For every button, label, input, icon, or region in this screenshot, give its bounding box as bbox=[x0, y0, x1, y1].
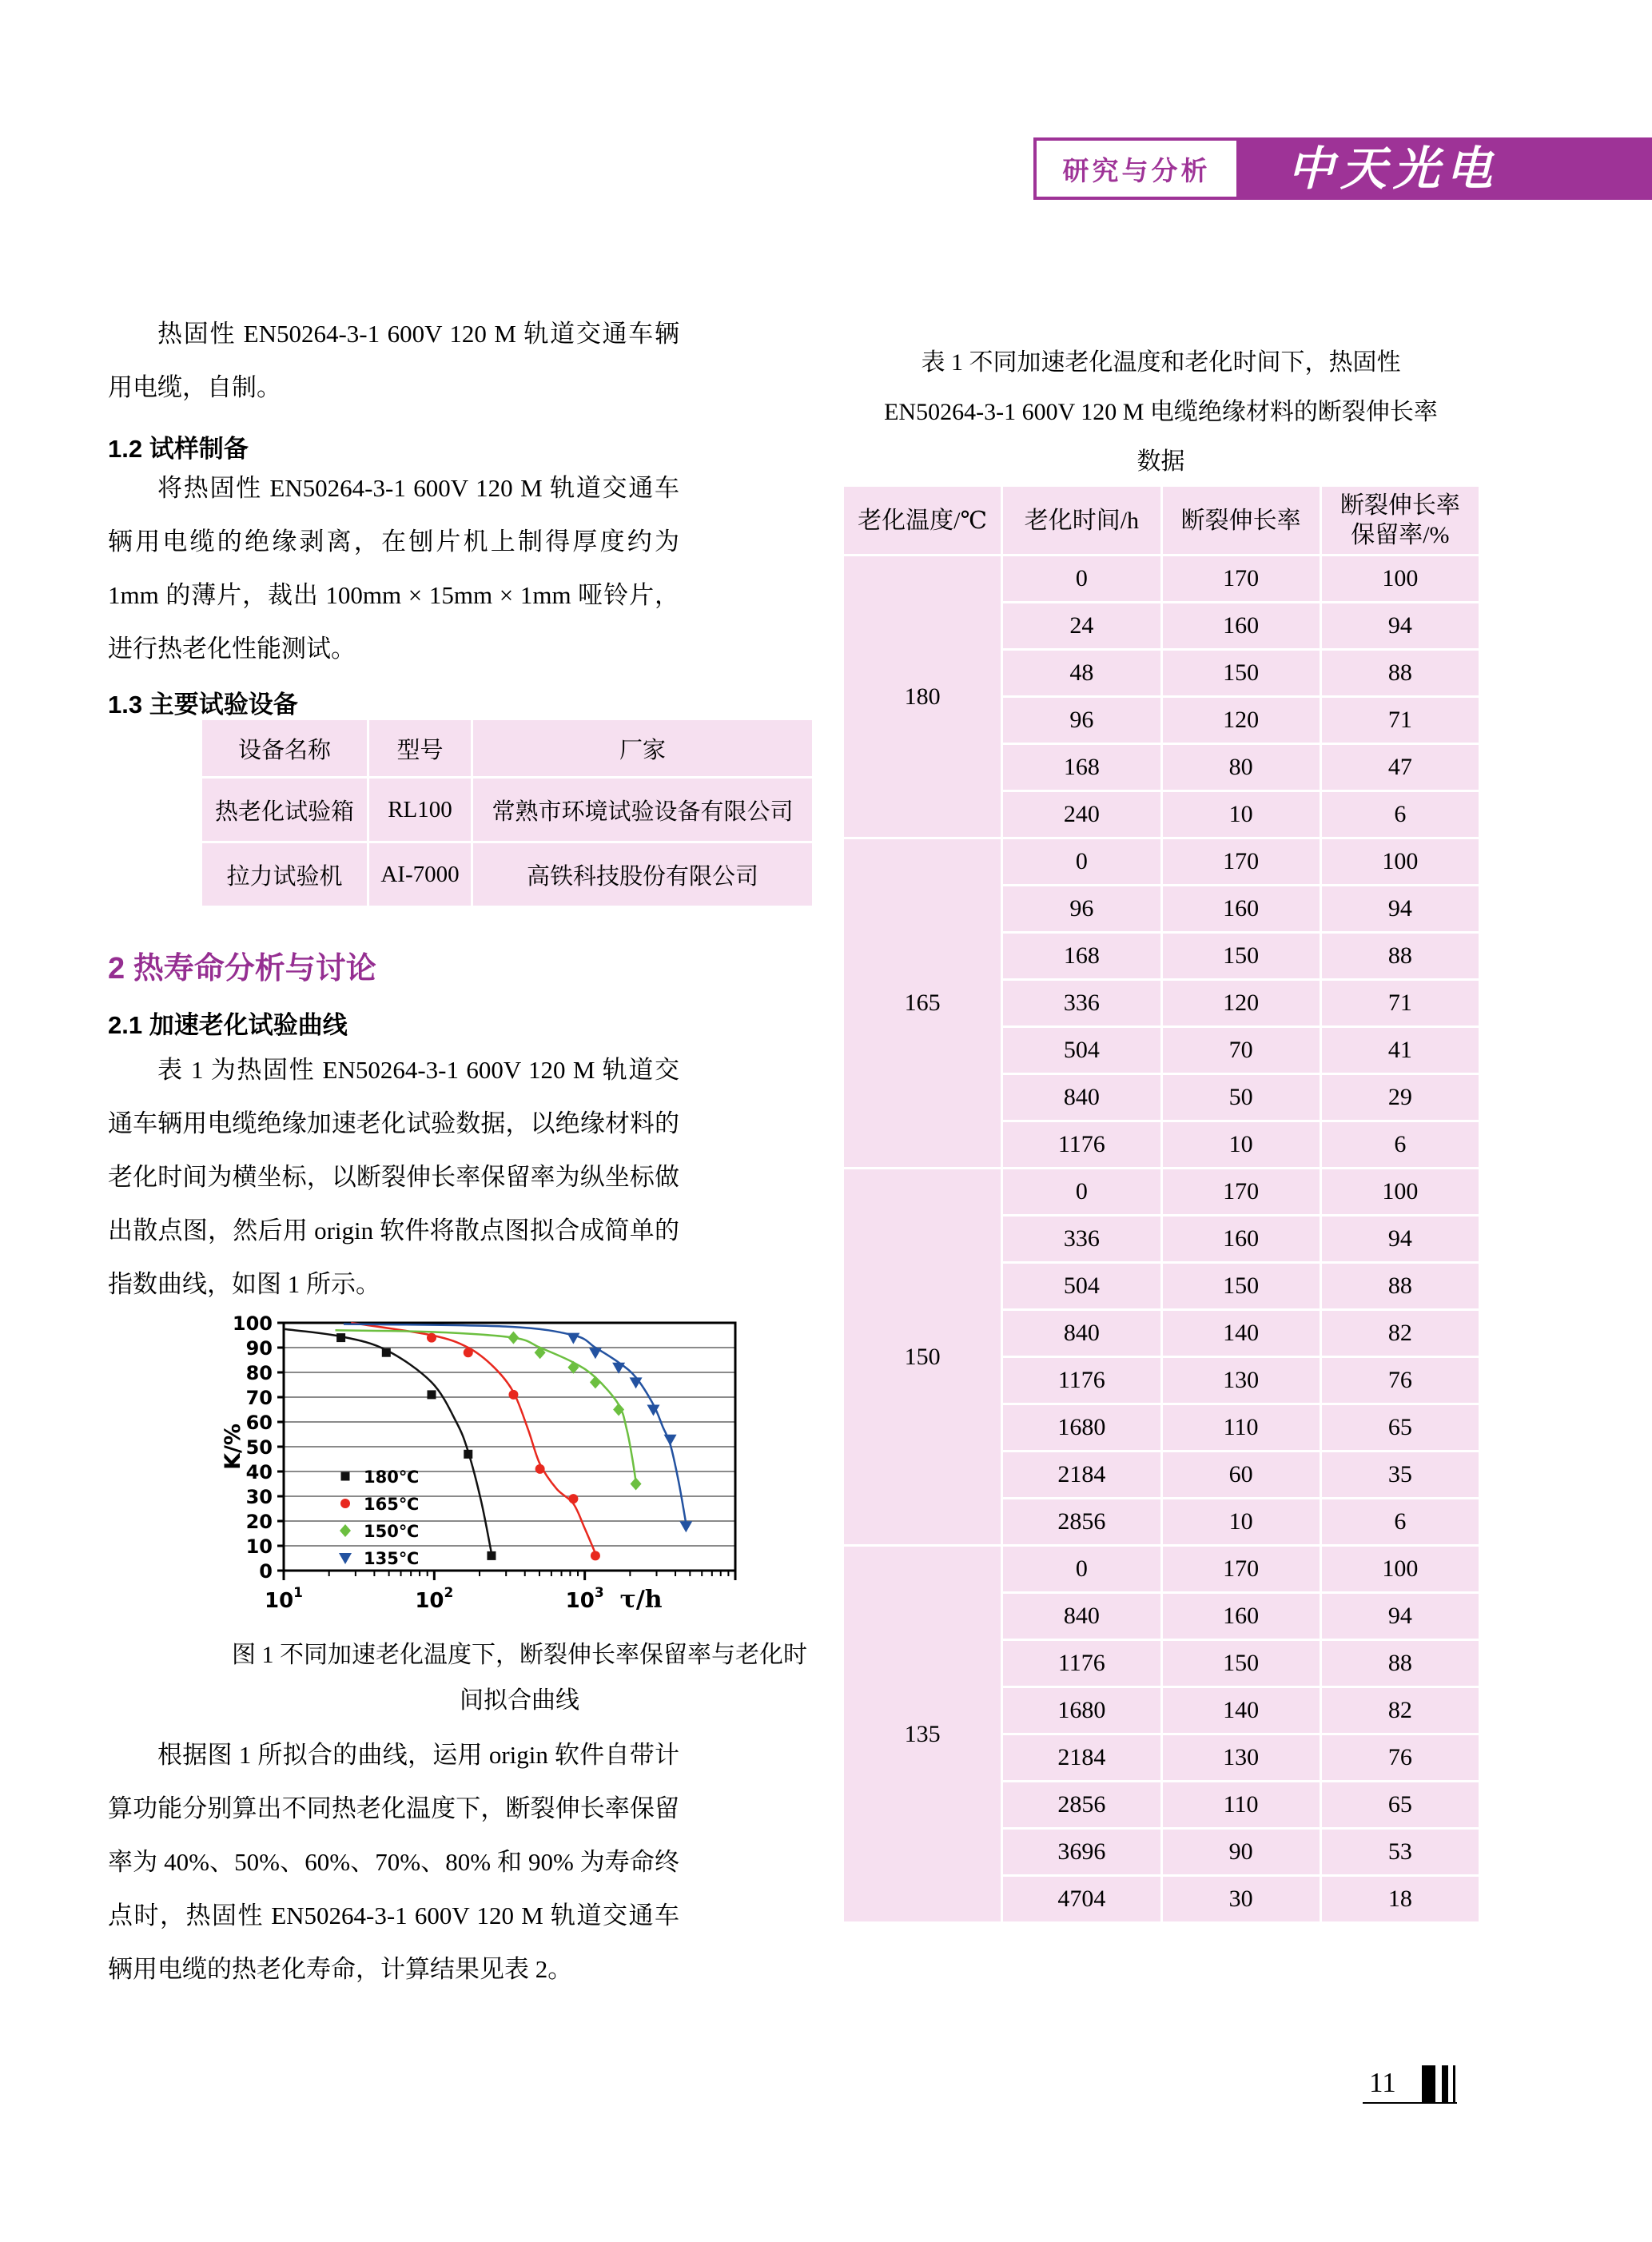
heading-2: 2 热寿命分析与讨论 bbox=[108, 952, 376, 986]
y-tick-label: 90 bbox=[245, 1337, 273, 1360]
table1-cell: 88 bbox=[1322, 1641, 1479, 1686]
marker-diamond bbox=[590, 1376, 601, 1388]
table1-cell: 100 bbox=[1322, 556, 1479, 601]
fit-curve bbox=[351, 1323, 595, 1553]
equipment-row bbox=[202, 779, 812, 841]
y-tick-label: 80 bbox=[245, 1362, 273, 1384]
table1-cell: 18 bbox=[1322, 1877, 1479, 1921]
table1 bbox=[842, 484, 1481, 1924]
table1-cell: 71 bbox=[1322, 698, 1479, 743]
table1-cell: 100 bbox=[1322, 839, 1479, 884]
x-tick-label: $10^2$ bbox=[415, 1585, 454, 1613]
table1-cell: 94 bbox=[1322, 603, 1479, 648]
paragraph-material: 热固性 EN50264-3-1 600V 120 M 轨道交通车辆用电缆，自制。 bbox=[108, 320, 679, 401]
table1-cell: 94 bbox=[1322, 886, 1479, 931]
table1-cell: 24 bbox=[1003, 603, 1160, 648]
table1-cell: 1680 bbox=[1003, 1405, 1160, 1450]
table1-cell: 35 bbox=[1322, 1452, 1479, 1497]
figure-1-chart bbox=[216, 1303, 759, 1627]
equipment-table bbox=[200, 718, 814, 908]
table1-cell: 2184 bbox=[1003, 1452, 1160, 1497]
fit-curve bbox=[335, 1330, 635, 1481]
table1-cell: 10 bbox=[1163, 1499, 1320, 1544]
x-tick-label: $10^1$ bbox=[264, 1585, 304, 1613]
paragraph-sample-prep: 将热固性 EN50264-3-1 600V 120 M 轨道交通车辆用电缆的绝缘剥离，在刨片机上制得厚度约为 1mm 的薄片，裁出 100mm × 15mm × 1mm 哑铃片，进行热老化性能测试。 bbox=[108, 474, 679, 663]
table1-temperature-cell: 180 bbox=[844, 556, 1001, 837]
marker-circle bbox=[340, 1499, 350, 1508]
table1-cell: 336 bbox=[1003, 981, 1160, 1025]
table1-cell: 88 bbox=[1322, 934, 1479, 978]
marker-triangle-down bbox=[589, 1348, 602, 1359]
legend-label: 135℃ bbox=[364, 1549, 420, 1568]
header-banner bbox=[1033, 137, 1652, 200]
y-tick-label: 60 bbox=[245, 1412, 273, 1434]
table1-cell: 140 bbox=[1163, 1688, 1320, 1733]
marker-square bbox=[487, 1551, 496, 1560]
table1-cell: 70 bbox=[1163, 1028, 1320, 1073]
figure-caption-line2: 间拟合曲线 bbox=[460, 1687, 579, 1714]
table1-cell: 150 bbox=[1163, 934, 1320, 978]
y-tick-label: 100 bbox=[232, 1312, 273, 1335]
table1-header-cell: 断裂伸长率 保留率/% bbox=[1322, 487, 1479, 554]
marker-circle bbox=[464, 1348, 473, 1357]
equipment-header-cell: 设备名称 bbox=[202, 720, 367, 776]
y-tick-label: 0 bbox=[259, 1560, 273, 1583]
table1-cell: 71 bbox=[1322, 981, 1479, 1025]
marker-circle bbox=[508, 1390, 518, 1400]
table1-cell: 840 bbox=[1003, 1311, 1160, 1356]
table1-cell: 41 bbox=[1322, 1028, 1479, 1073]
y-tick-label: 40 bbox=[245, 1461, 273, 1483]
table1-cell: 1176 bbox=[1003, 1641, 1160, 1686]
heading-2-1: 2.1 加速老化试验曲线 bbox=[108, 1011, 348, 1039]
table1-cell: 6 bbox=[1322, 1122, 1479, 1167]
aging-curves-chart bbox=[216, 1303, 759, 1627]
y-tick-label: 50 bbox=[245, 1436, 273, 1459]
equipment-header-cell: 型号 bbox=[369, 720, 471, 776]
table1-title-line3: 数据 bbox=[1136, 448, 1185, 475]
paragraph-table1-intro: 表 1 为热固性 EN50264-3-1 600V 120 M 轨道交通车辆用电缆绝缘加速老化试验数据，以绝缘材料的老化时间为横坐标，以断裂伸长率保留率为纵坐标做出散点图，然后用 origin 软件将散点图拟合成简单的指数曲线，如图 1 所示。 bbox=[108, 1056, 679, 1298]
marker-square bbox=[427, 1390, 436, 1399]
x-tick-label: $10^3$ bbox=[565, 1585, 604, 1613]
legend-label: 180℃ bbox=[364, 1467, 420, 1487]
equipment-row bbox=[202, 843, 812, 906]
marker-triangle-down bbox=[339, 1553, 352, 1564]
table1-cell: 2856 bbox=[1003, 1499, 1160, 1544]
equipment-cell: AI-7000 bbox=[369, 843, 471, 906]
table1-cell: 336 bbox=[1003, 1217, 1160, 1261]
table1-cell: 96 bbox=[1003, 886, 1160, 931]
section-label-text: 研究与分析 bbox=[1062, 155, 1211, 185]
table1-cell: 168 bbox=[1003, 745, 1160, 790]
legend-label: 150℃ bbox=[364, 1522, 420, 1541]
equipment-cell: 常熟市环境试验设备有限公司 bbox=[473, 779, 812, 841]
table1-cell: 82 bbox=[1322, 1688, 1479, 1733]
table1-cell: 94 bbox=[1322, 1594, 1479, 1639]
table1-title-line2: EN50264-3-1 600V 120 M 电缆绝缘材料的断裂伸长率 bbox=[884, 399, 1438, 425]
table1-cell: 90 bbox=[1163, 1830, 1320, 1874]
table1-cell: 140 bbox=[1163, 1311, 1320, 1356]
table1-cell: 48 bbox=[1003, 651, 1160, 695]
marker-square bbox=[341, 1472, 350, 1481]
table1-cell: 50 bbox=[1163, 1075, 1320, 1120]
table1-cell: 150 bbox=[1163, 1264, 1320, 1308]
table1-cell: 88 bbox=[1322, 1264, 1479, 1308]
table1-cell: 65 bbox=[1322, 1405, 1479, 1450]
table1-cell: 120 bbox=[1163, 698, 1320, 743]
table1-cell: 160 bbox=[1163, 1594, 1320, 1639]
figure-caption-line1: 图 1 不同加速老化温度下，断裂伸长率保留率与老化时 bbox=[232, 1642, 807, 1668]
table1-cell: 170 bbox=[1163, 1169, 1320, 1214]
table1-cell: 130 bbox=[1163, 1358, 1320, 1403]
table1-cell: 160 bbox=[1163, 603, 1320, 648]
table1-header-cell: 老化温度/℃ bbox=[844, 487, 1001, 554]
table1-cell: 160 bbox=[1163, 886, 1320, 931]
table1-row bbox=[844, 1547, 1479, 1591]
page-number: 11 bbox=[1369, 2067, 1396, 2098]
table1-title-line1: 表 1 不同加速老化温度和老化时间下，热固性 bbox=[921, 349, 1401, 376]
table1-cell: 130 bbox=[1163, 1735, 1320, 1780]
table1-cell: 100 bbox=[1322, 1547, 1479, 1591]
table1-cell: 170 bbox=[1163, 839, 1320, 884]
table1-cell: 100 bbox=[1322, 1169, 1479, 1214]
table1-cell: 60 bbox=[1163, 1452, 1320, 1497]
table1-cell: 110 bbox=[1163, 1782, 1320, 1827]
y-tick-label: 70 bbox=[245, 1387, 273, 1409]
heading-1-3: 1.3 主要试验设备 bbox=[108, 691, 298, 719]
table1-row bbox=[844, 556, 1479, 601]
y-tick-label: 10 bbox=[245, 1535, 273, 1558]
table1-row bbox=[844, 839, 1479, 884]
marker-circle bbox=[591, 1551, 600, 1560]
table1-cell: 504 bbox=[1003, 1028, 1160, 1073]
y-axis-label: K/% bbox=[221, 1424, 245, 1470]
table1-cell: 4704 bbox=[1003, 1877, 1160, 1921]
y-tick-label: 30 bbox=[245, 1486, 273, 1508]
marker-diamond bbox=[631, 1478, 642, 1491]
equipment-cell: 热老化试验箱 bbox=[202, 779, 367, 841]
table1-cell: 170 bbox=[1163, 1547, 1320, 1591]
table1-cell: 53 bbox=[1322, 1830, 1479, 1874]
table1-cell: 29 bbox=[1322, 1075, 1479, 1120]
marker-triangle-down bbox=[567, 1333, 579, 1344]
table1-cell: 6 bbox=[1322, 792, 1479, 837]
paragraph-life-calculation: 根据图 1 所拟合的曲线，运用 origin 软件自带计算功能分别算出不同热老化温度下，断裂伸长率保留率为 40%、50%、60%、70%、80% 和 90% 为寿命终点时，热固性 EN50264-3-1 600V 120 M 轨道交通车辆用电缆的热老化寿命，计算结果见表 2。 bbox=[108, 1741, 679, 1983]
table1-cell: 0 bbox=[1003, 556, 1160, 601]
table1-cell: 2184 bbox=[1003, 1735, 1160, 1780]
heading-1-2: 1.2 试样制备 bbox=[108, 435, 249, 463]
table1-row bbox=[844, 1169, 1479, 1214]
table1-temperature-cell: 150 bbox=[844, 1169, 1001, 1544]
figure-1-caption bbox=[224, 1632, 815, 1723]
table1-cell: 1680 bbox=[1003, 1688, 1160, 1733]
table1-cell: 76 bbox=[1322, 1358, 1479, 1403]
equipment-cell: RL100 bbox=[369, 779, 471, 841]
equipment-header-row bbox=[202, 720, 812, 776]
table1-cell: 504 bbox=[1003, 1264, 1160, 1308]
table1-cell: 160 bbox=[1163, 1217, 1320, 1261]
marker-triangle-down bbox=[679, 1521, 692, 1532]
marker-square bbox=[382, 1348, 391, 1357]
table1-cell: 120 bbox=[1163, 981, 1320, 1025]
equipment-header-cell: 厂家 bbox=[473, 720, 812, 776]
table1-cell: 10 bbox=[1163, 792, 1320, 837]
footer-bar-icon bbox=[1422, 2065, 1435, 2104]
table1-cell: 82 bbox=[1322, 1311, 1479, 1356]
table1-cell: 150 bbox=[1163, 651, 1320, 695]
table1-header-row bbox=[844, 487, 1479, 554]
table1-cell: 6 bbox=[1322, 1499, 1479, 1544]
table1-cell: 150 bbox=[1163, 1641, 1320, 1686]
table1-cell: 110 bbox=[1163, 1405, 1320, 1450]
table1-cell: 65 bbox=[1322, 1782, 1479, 1827]
table1-header-cell: 老化时间/h bbox=[1003, 487, 1160, 554]
equipment-cell: 高铁科技股份有限公司 bbox=[473, 843, 812, 906]
table1-header-cell: 断裂伸长率 bbox=[1163, 487, 1320, 554]
table1-cell: 94 bbox=[1322, 1217, 1479, 1261]
table1-cell: 0 bbox=[1003, 1547, 1160, 1591]
table1-cell: 10 bbox=[1163, 1122, 1320, 1167]
table1-cell: 840 bbox=[1003, 1594, 1160, 1639]
marker-square bbox=[464, 1450, 472, 1459]
marker-circle bbox=[535, 1464, 545, 1474]
marker-diamond bbox=[508, 1332, 519, 1344]
x-axis-label: τ/h bbox=[619, 1586, 663, 1614]
footer-bar-icon bbox=[1453, 2065, 1455, 2104]
legend bbox=[339, 1467, 419, 1568]
table1-cell: 1176 bbox=[1003, 1122, 1160, 1167]
table1-temperature-cell: 165 bbox=[844, 839, 1001, 1167]
table1-cell: 240 bbox=[1003, 792, 1160, 837]
table1-cell: 0 bbox=[1003, 839, 1160, 884]
table1-cell: 168 bbox=[1003, 934, 1160, 978]
table1-cell: 96 bbox=[1003, 698, 1160, 743]
marker-circle bbox=[427, 1333, 436, 1343]
table1-cell: 0 bbox=[1003, 1169, 1160, 1214]
table1-cell: 30 bbox=[1163, 1877, 1320, 1921]
footer-bar-icon bbox=[1442, 2065, 1448, 2104]
table1-cell: 88 bbox=[1322, 651, 1479, 695]
brand-logo: 中天光电 bbox=[1287, 141, 1499, 196]
equipment-cell: 拉力试验机 bbox=[202, 843, 367, 906]
legend-label: 165℃ bbox=[364, 1495, 420, 1514]
table1-cell: 1176 bbox=[1003, 1358, 1160, 1403]
table1-cell: 80 bbox=[1163, 745, 1320, 790]
y-tick-label: 20 bbox=[245, 1511, 273, 1533]
marker-diamond bbox=[340, 1524, 351, 1537]
table1-title bbox=[839, 338, 1483, 487]
table1-temperature-cell: 135 bbox=[844, 1547, 1001, 1921]
table1-cell: 47 bbox=[1322, 745, 1479, 790]
table1-cell: 170 bbox=[1163, 556, 1320, 601]
fit-curve bbox=[284, 1329, 492, 1554]
section-label bbox=[1037, 141, 1236, 197]
table1-cell: 76 bbox=[1322, 1735, 1479, 1780]
marker-triangle-down bbox=[664, 1435, 677, 1446]
table1-cell: 2856 bbox=[1003, 1782, 1160, 1827]
table1-cell: 840 bbox=[1003, 1075, 1160, 1120]
table1-cell: 3696 bbox=[1003, 1830, 1160, 1874]
marker-square bbox=[336, 1333, 345, 1342]
marker-circle bbox=[568, 1494, 578, 1503]
